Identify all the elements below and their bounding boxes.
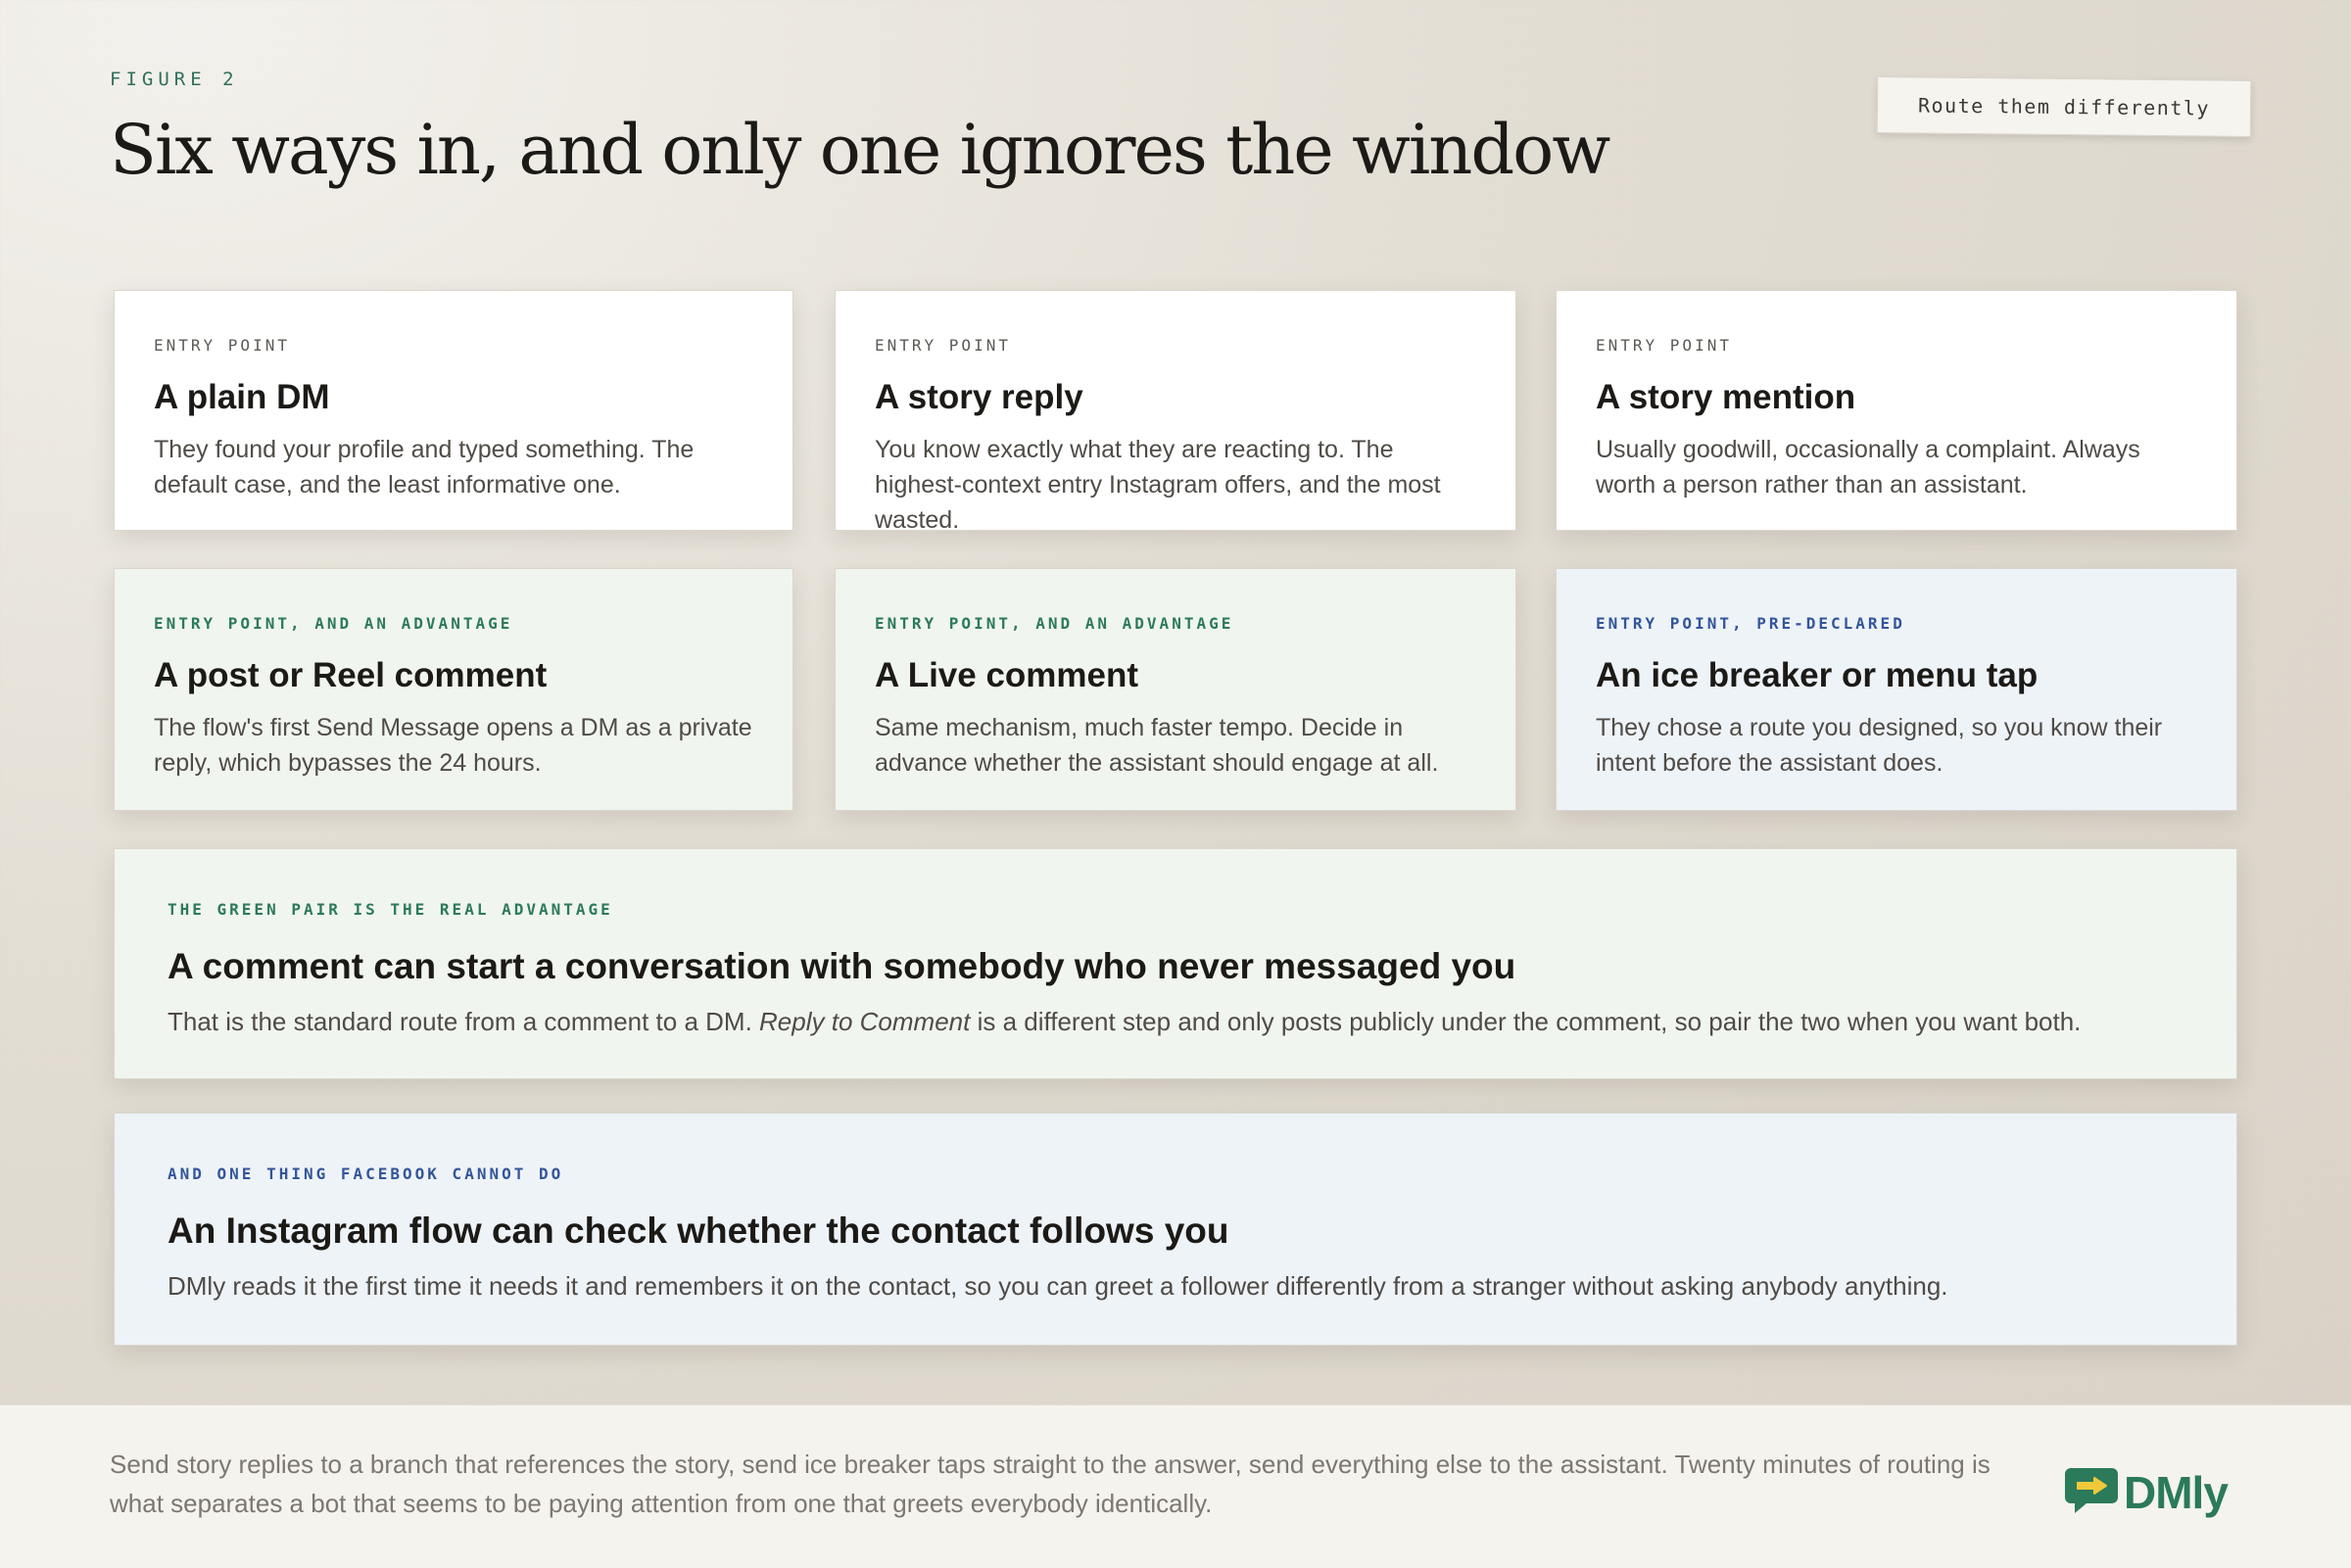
page-title: Six ways in, and only one ignores the window — [110, 110, 1609, 190]
card-eyebrow: ENTRY POINT, AND AN ADVANTAGE — [875, 614, 1234, 633]
card-eyebrow: ENTRY POINT — [875, 336, 1011, 355]
panel-eyebrow: THE GREEN PAIR IS THE REAL ADVANTAGE — [168, 900, 613, 919]
card-eyebrow: ENTRY POINT — [1596, 336, 1732, 355]
card-body: The flow's first Send Message opens a DM as a private reply, which bypasses the 24 hours. — [154, 714, 752, 777]
panel-body-emphasis: Reply to Comment — [759, 1007, 971, 1037]
panel-title: An Instagram flow can check whether the contact follows you — [168, 1211, 1229, 1251]
panel-body — [168, 1004, 2183, 1039]
card-title: A post or Reel comment — [154, 656, 548, 694]
card-body: Usually goodwill, occasionally a complaint. Always worth a person rather than an assistant. — [1596, 436, 2140, 499]
card-title: An ice breaker or menu tap — [1596, 656, 2039, 694]
card-ice-breaker — [1556, 568, 2237, 811]
footer — [0, 1404, 2351, 1568]
route-tag: Route them differently — [1877, 76, 2252, 137]
card-story-reply — [835, 290, 1516, 534]
dmly-logo — [2063, 1464, 2228, 1520]
panel-body-end: is a different step and only posts publicly under the comment, so pair the two when you want both. — [970, 1007, 2082, 1037]
card-title: A story mention — [1596, 378, 1856, 416]
card-body: Same mechanism, much faster tempo. Decide in advance whether the assistant should engage at all. — [875, 714, 1439, 777]
footer-caption: Send story replies to a branch that references the story, send ice breaker taps straight to the answer, send everything else to the assistant. Twenty minutes of routing is what separates a bot that seems to be paying attention from one that greets everybody identically. — [110, 1449, 1991, 1518]
card-live-comment — [835, 568, 1516, 811]
card-post-comment — [114, 568, 793, 811]
follower-check-panel — [114, 1113, 2237, 1346]
card-body: They chose a route you designed, so you know their intent before the assistant does. — [1596, 714, 2163, 777]
panel-eyebrow: AND ONE THING FACEBOOK CANNOT DO — [168, 1164, 564, 1183]
green-pair-panel — [114, 848, 2237, 1079]
card-title: A Live comment — [875, 656, 1139, 694]
figure-label: FIGURE 2 — [110, 69, 239, 90]
figure-header — [110, 69, 1609, 190]
card-eyebrow: ENTRY POINT, AND AN ADVANTAGE — [154, 614, 513, 633]
card-title: A story reply — [875, 378, 1083, 416]
logo-wordmark: DMly — [2124, 1466, 2228, 1518]
card-plain-dm — [114, 290, 793, 531]
chat-bubble-arrow-icon — [2063, 1464, 2120, 1520]
card-title: A plain DM — [154, 378, 330, 416]
card-eyebrow: ENTRY POINT, PRE-DECLARED — [1596, 614, 1905, 633]
card-story-mention — [1556, 290, 2237, 531]
panel-title: A comment can start a conversation with somebody who never messaged you — [168, 946, 1516, 986]
panel-body-start: That is the standard route from a comment to a DM. — [168, 1007, 760, 1037]
card-body: You know exactly what they are reacting to. The highest-context entry Instagram offers, and the most wasted. — [875, 436, 1441, 534]
panel-body: DMly reads it the first time it needs it and remembers it on the contact, so you can greet a follower differently from a stranger without asking anybody anything. — [168, 1271, 1948, 1302]
card-body: They found your profile and typed something. The default case, and the least informative one. — [154, 436, 695, 499]
card-eyebrow: ENTRY POINT — [154, 336, 290, 355]
